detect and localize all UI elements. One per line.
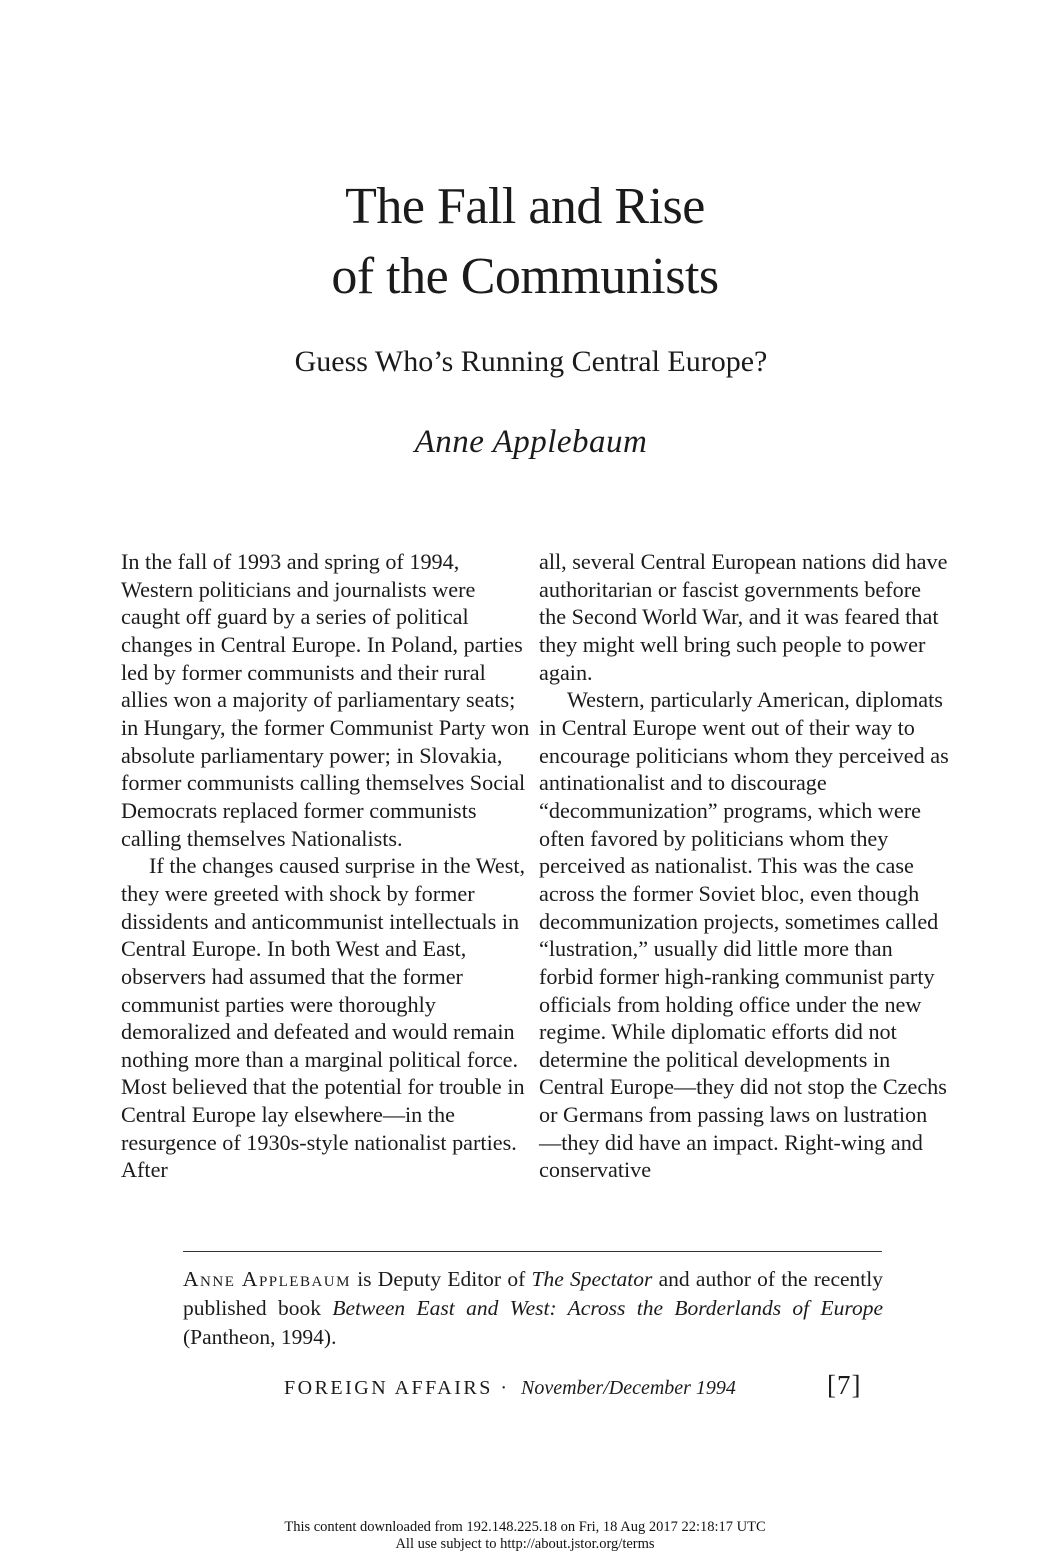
footer-separator: ·: [492, 1377, 510, 1399]
footnote-divider: [183, 1251, 882, 1252]
article-subtitle: Guess Who’s Running Central Europe?: [294, 345, 768, 378]
author-note-text: is Deputy Editor of: [350, 1267, 532, 1291]
author-note-publication: The Spectator: [531, 1267, 653, 1291]
download-notice-line-1: This content downloaded from 192.148.225.18 on Fri, 18 Aug 2017 22:18:17 UTC: [284, 1519, 766, 1535]
paragraph: all, several Central European nations did have authoritarian or fascist governments before the Second World War, and it was feared that they might well bring such people to power again.: [539, 549, 948, 685]
journal-name: FOREIGN AFFAIRS ·: [284, 1377, 510, 1399]
title-line-2: of the Communists: [331, 248, 719, 305]
author-byline: Anne Applebaum: [414, 424, 648, 460]
issue-date: November/December 1994: [521, 1377, 736, 1399]
author-note: [183, 1265, 883, 1352]
download-notice-line-2: All use subject to http://about.jstor.org/terms: [395, 1535, 655, 1552]
author-note-book: Between East and West: Across the Borderlands of Europe: [332, 1296, 883, 1320]
author-note-text: (Pantheon, 1994).: [183, 1325, 337, 1349]
author-note-name: Anne Applebaum: [183, 1267, 351, 1291]
article-title: [0, 172, 1050, 312]
body-column-left: [121, 548, 531, 1184]
paragraph: If the changes caused surprise in the West, they were greeted with shock by former dissidents and anticommunist intellectuals in Central Europe. In both West and East, observers had assumed that the former communist parties were thoroughly demoralized and defeated and would remain nothing more than a marginal political force. Most believed that the potential for trouble in Central Europe lay elsewhere—in the resurgence of 1930s-style nationalist parties. After: [121, 853, 526, 1183]
author-note-text: and author of the recently published book: [183, 1267, 883, 1320]
body-column-right: [539, 548, 949, 1184]
title-line-1: The Fall and Rise: [345, 178, 705, 235]
page-number: [7]: [827, 1370, 862, 1400]
paragraph: In the fall of 1993 and spring of 1994, Western politicians and journalists were caught off guard by a series of political changes in Central Europe. In Poland, parties led by former communists and their rural allies won a majority of parliamentary seats; in Hungary, the former Communist Party won absolute parliamentary power; in Slovakia, former communists calling themselves Social Democrats replaced former communists calling themselves Nationalists.: [121, 549, 530, 851]
download-notice: [0, 1519, 1050, 1552]
paragraph: Western, particularly American, diplomats in Central Europe went out of their way to encourage politicians whom they perceived as antinationalist and to discourage “decommunization” programs, which were often favored by politicians whom they perceived as nationalist. This was the case across the former Soviet bloc, even though decommunization projects, sometimes called “lustration,” usually did little more than forbid former high-ranking communist party officials from holding office under the new regime. While diplomatic efforts did not determine the political developments in Central Europe—they did not stop the Czechs or Germans from passing laws on lustration—they did have an impact. Right-wing and conservative: [539, 687, 949, 1183]
